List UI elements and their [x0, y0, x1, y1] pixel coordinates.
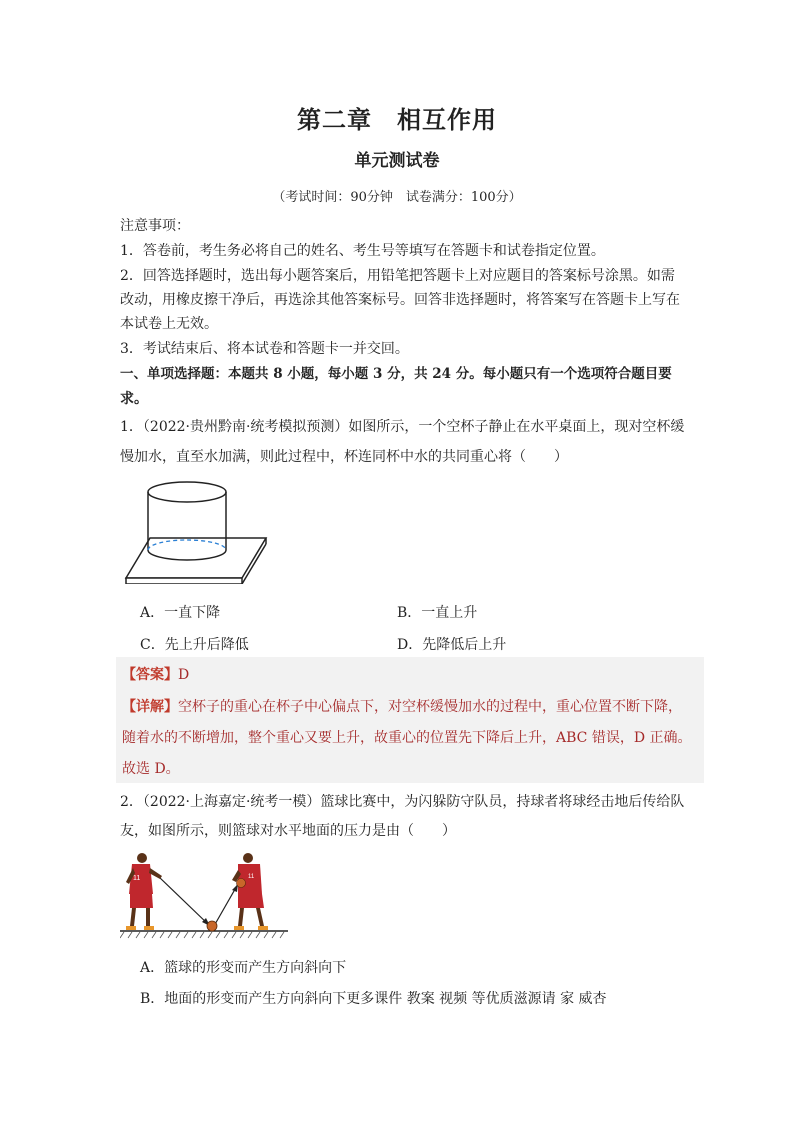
left-jersey-number: 11 — [133, 875, 141, 882]
answer-tag: 【答案】 — [122, 667, 178, 683]
q1-answer — [122, 664, 189, 684]
note-item-1: 1．答卷前，考生务必将自己的姓名、考生号等填写在答题卡和试卷指定位置。 — [120, 243, 605, 259]
q2-stem-line-1: 2．（2022·上海嘉定·统考一模）篮球比赛中，为闪躲防守队员，持球者将球经击地后传给队 — [120, 794, 685, 810]
detail-text-1: 空杯子的重心在杯子中心偏点下，对空杯缓慢加水的过程中，重心位置不断下降， — [178, 699, 682, 715]
q1-option-c: C．先上升后降低 — [140, 637, 249, 653]
section-heading-line-2: 求。 — [120, 391, 148, 407]
q1-stem-line-2: 慢加水，直至水加满，则此过程中，杯连同杯中水的共同重心将（ ） — [120, 449, 568, 465]
q1-detail-line-1 — [122, 696, 682, 716]
q2-option-b: B．地面的形变而产生方向斜向下更多课件 教案 视频 等优质滋源请 家 威杏 — [140, 991, 607, 1007]
q2-option-a: A．篮球的形变而产生方向斜向下 — [140, 960, 347, 976]
exam-time-info: （考试时间：90分钟 试卷满分：100分） — [272, 190, 522, 205]
detail-tag: 【详解】 — [122, 699, 178, 715]
page-title: 第二章 相互作用 — [297, 105, 497, 134]
page-subtitle: 单元测试卷 — [354, 151, 440, 171]
q1-detail-line-2: 随着水的不断增加，整个重心又要上升，故重心的位置先下降后上升，ABC 错误，D 正确。 — [122, 730, 692, 746]
note-item-2-line-3: 本试卷上无效。 — [120, 316, 218, 332]
note-item-3: 3．考试结束后、将本试卷和答题卡一并交回。 — [120, 341, 409, 357]
right-jersey-number: 11 — [248, 874, 255, 880]
q1-answer-box — [116, 657, 704, 783]
note-item-2-line-1: 2．回答选择题时，选出每小题答案后，用铅笔把答题卡上对应题目的答案标号涂黑。如需 — [120, 268, 675, 284]
answer-value: D — [178, 667, 190, 683]
cup-on-table-figure — [120, 478, 270, 584]
right-player — [232, 853, 268, 930]
q1-option-a: A．一直下降 — [140, 605, 221, 621]
q1-detail-line-3: 故选 D。 — [122, 761, 180, 777]
q1-option-b: B．一直上升 — [397, 605, 478, 621]
notes-heading: 注意事项： — [120, 218, 190, 234]
basketball-bounce-pass-figure — [120, 848, 290, 942]
note-item-2-line-2: 改动，用橡皮擦干净后，再选涂其他答案标号。回答非选择题时，将答案写在答题卡上写在 — [120, 292, 680, 308]
q2-stem-line-2: 友，如图所示，则篮球对水平地面的压力是由（ ） — [120, 823, 456, 839]
left-player — [126, 853, 162, 930]
q1-option-d: D．先降低后上升 — [397, 637, 507, 653]
q1-stem-line-1: 1．（2022·贵州黔南·统考模拟预测）如图所示，一个空杯子静止在水平桌面上，现对空杯缓 — [120, 419, 685, 435]
section-heading-line-1: 一、单项选择题：本题共 8 小题，每小题 3 分，共 24 分。每小题只有一个选项符合题目要 — [120, 366, 672, 382]
